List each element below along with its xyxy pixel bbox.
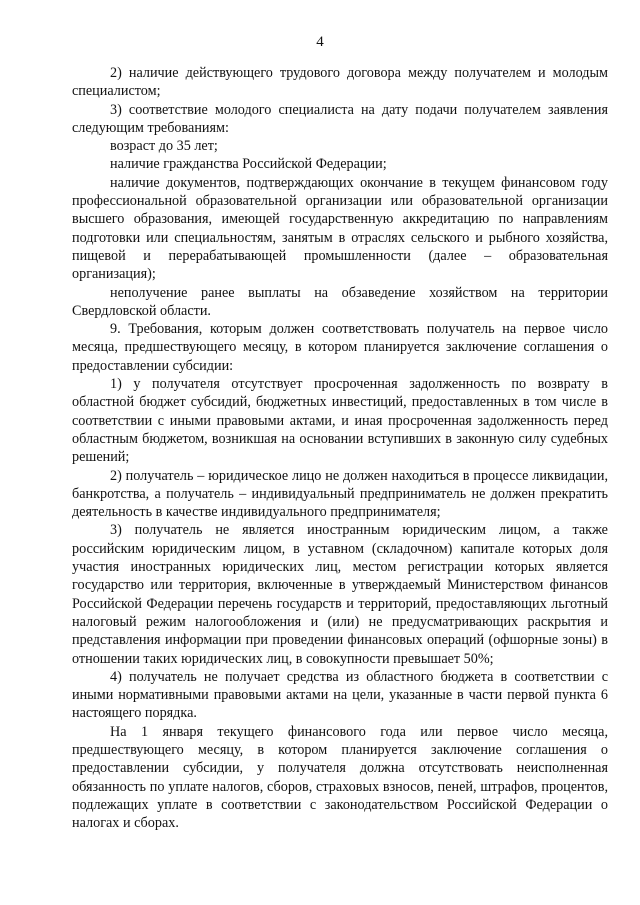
paragraph: 2) наличие действующего трудового договора между получателем и молодым специалистом; [72,65,608,100]
paragraph: наличие документов, подтверждающих окончание в текущем финансовом году профессиональной образовательной организации или образовательной организации высшего образования, имеющей государственную аккредитацию по направлениям подготовки или специальностям, занятым в отраслях сельского и рыбного хозяйства, пищевой и перерабатывающей промышленности (далее – образовательная организация); [72,174,608,283]
paragraph: 4) получатель не получает средства из областного бюджета в соответствии с иными нормативными правовыми актами на цели, указанные в части первой пункта 6 настоящего порядка. [72,668,608,722]
paragraph: 3) получатель не является иностранным юридическим лицом, а также российским юридическим лицом, в уставном (складочном) капитале которых доля участия иностранных юридических лиц, местом регистрации которых является государство или территория, включенные в утверждаемый Министерством финансов Российской Федерации перечень государств и территорий, предоставляющих льготный налоговый режим налогообложения и (или) не предусматривающих раскрытия и представления информации при проведении финансовых операций (офшорные зоны) в отношении таких юридических лиц, в совокупности превышает 50%; [72,522,608,667]
page-number: 4 [316,34,324,50]
paragraph: 9. Требования, которым должен соответствовать получатель на первое число месяца, предшествующего месяцу, в котором планируется заключение соглашения о предоставлении субсидии: [72,321,608,374]
paragraph: 3) соответствие молодого специалиста на дату подачи получателем заявления следующим требованиям: [72,101,608,136]
paragraph: 1) у получателя отсутствует просроченная задолженность по возврату в областной бюджет субсидий, бюджетных инвестиций, предоставленных в том числе в соответствии с иными правовыми актами, и иная просроченная задолженность перед областным бюджетом, возникшая на основании вступивших в законную силу судебных решений; [72,376,608,466]
document-body [72,64,608,832]
paragraph: неполучение ранее выплаты на обзаведение хозяйством на территории Свердловской области. [72,284,608,319]
paragraph: На 1 января текущего финансового года или первое число месяца, предшествующего месяцу, в котором планируется заключение соглашения о предоставлении субсидии, у получателя должна отсутствовать неисполненная обязанность по уплате налогов, сборов, страховых взносов, пеней, штрафов, процентов, подлежащих уплате в соответствии с законодательством Российской Федерации о налогах и сборах. [72,723,608,832]
paragraph: возраст до 35 лет; [110,138,218,155]
paragraph: 2) получатель – юридическое лицо не должен находиться в процессе ликвидации, банкротства, а получатель – индивидуальный предприниматель не должен прекратить деятельность в качестве индивидуального предпринимателя; [72,467,608,521]
paragraph: наличие гражданства Российской Федерации; [110,156,387,173]
